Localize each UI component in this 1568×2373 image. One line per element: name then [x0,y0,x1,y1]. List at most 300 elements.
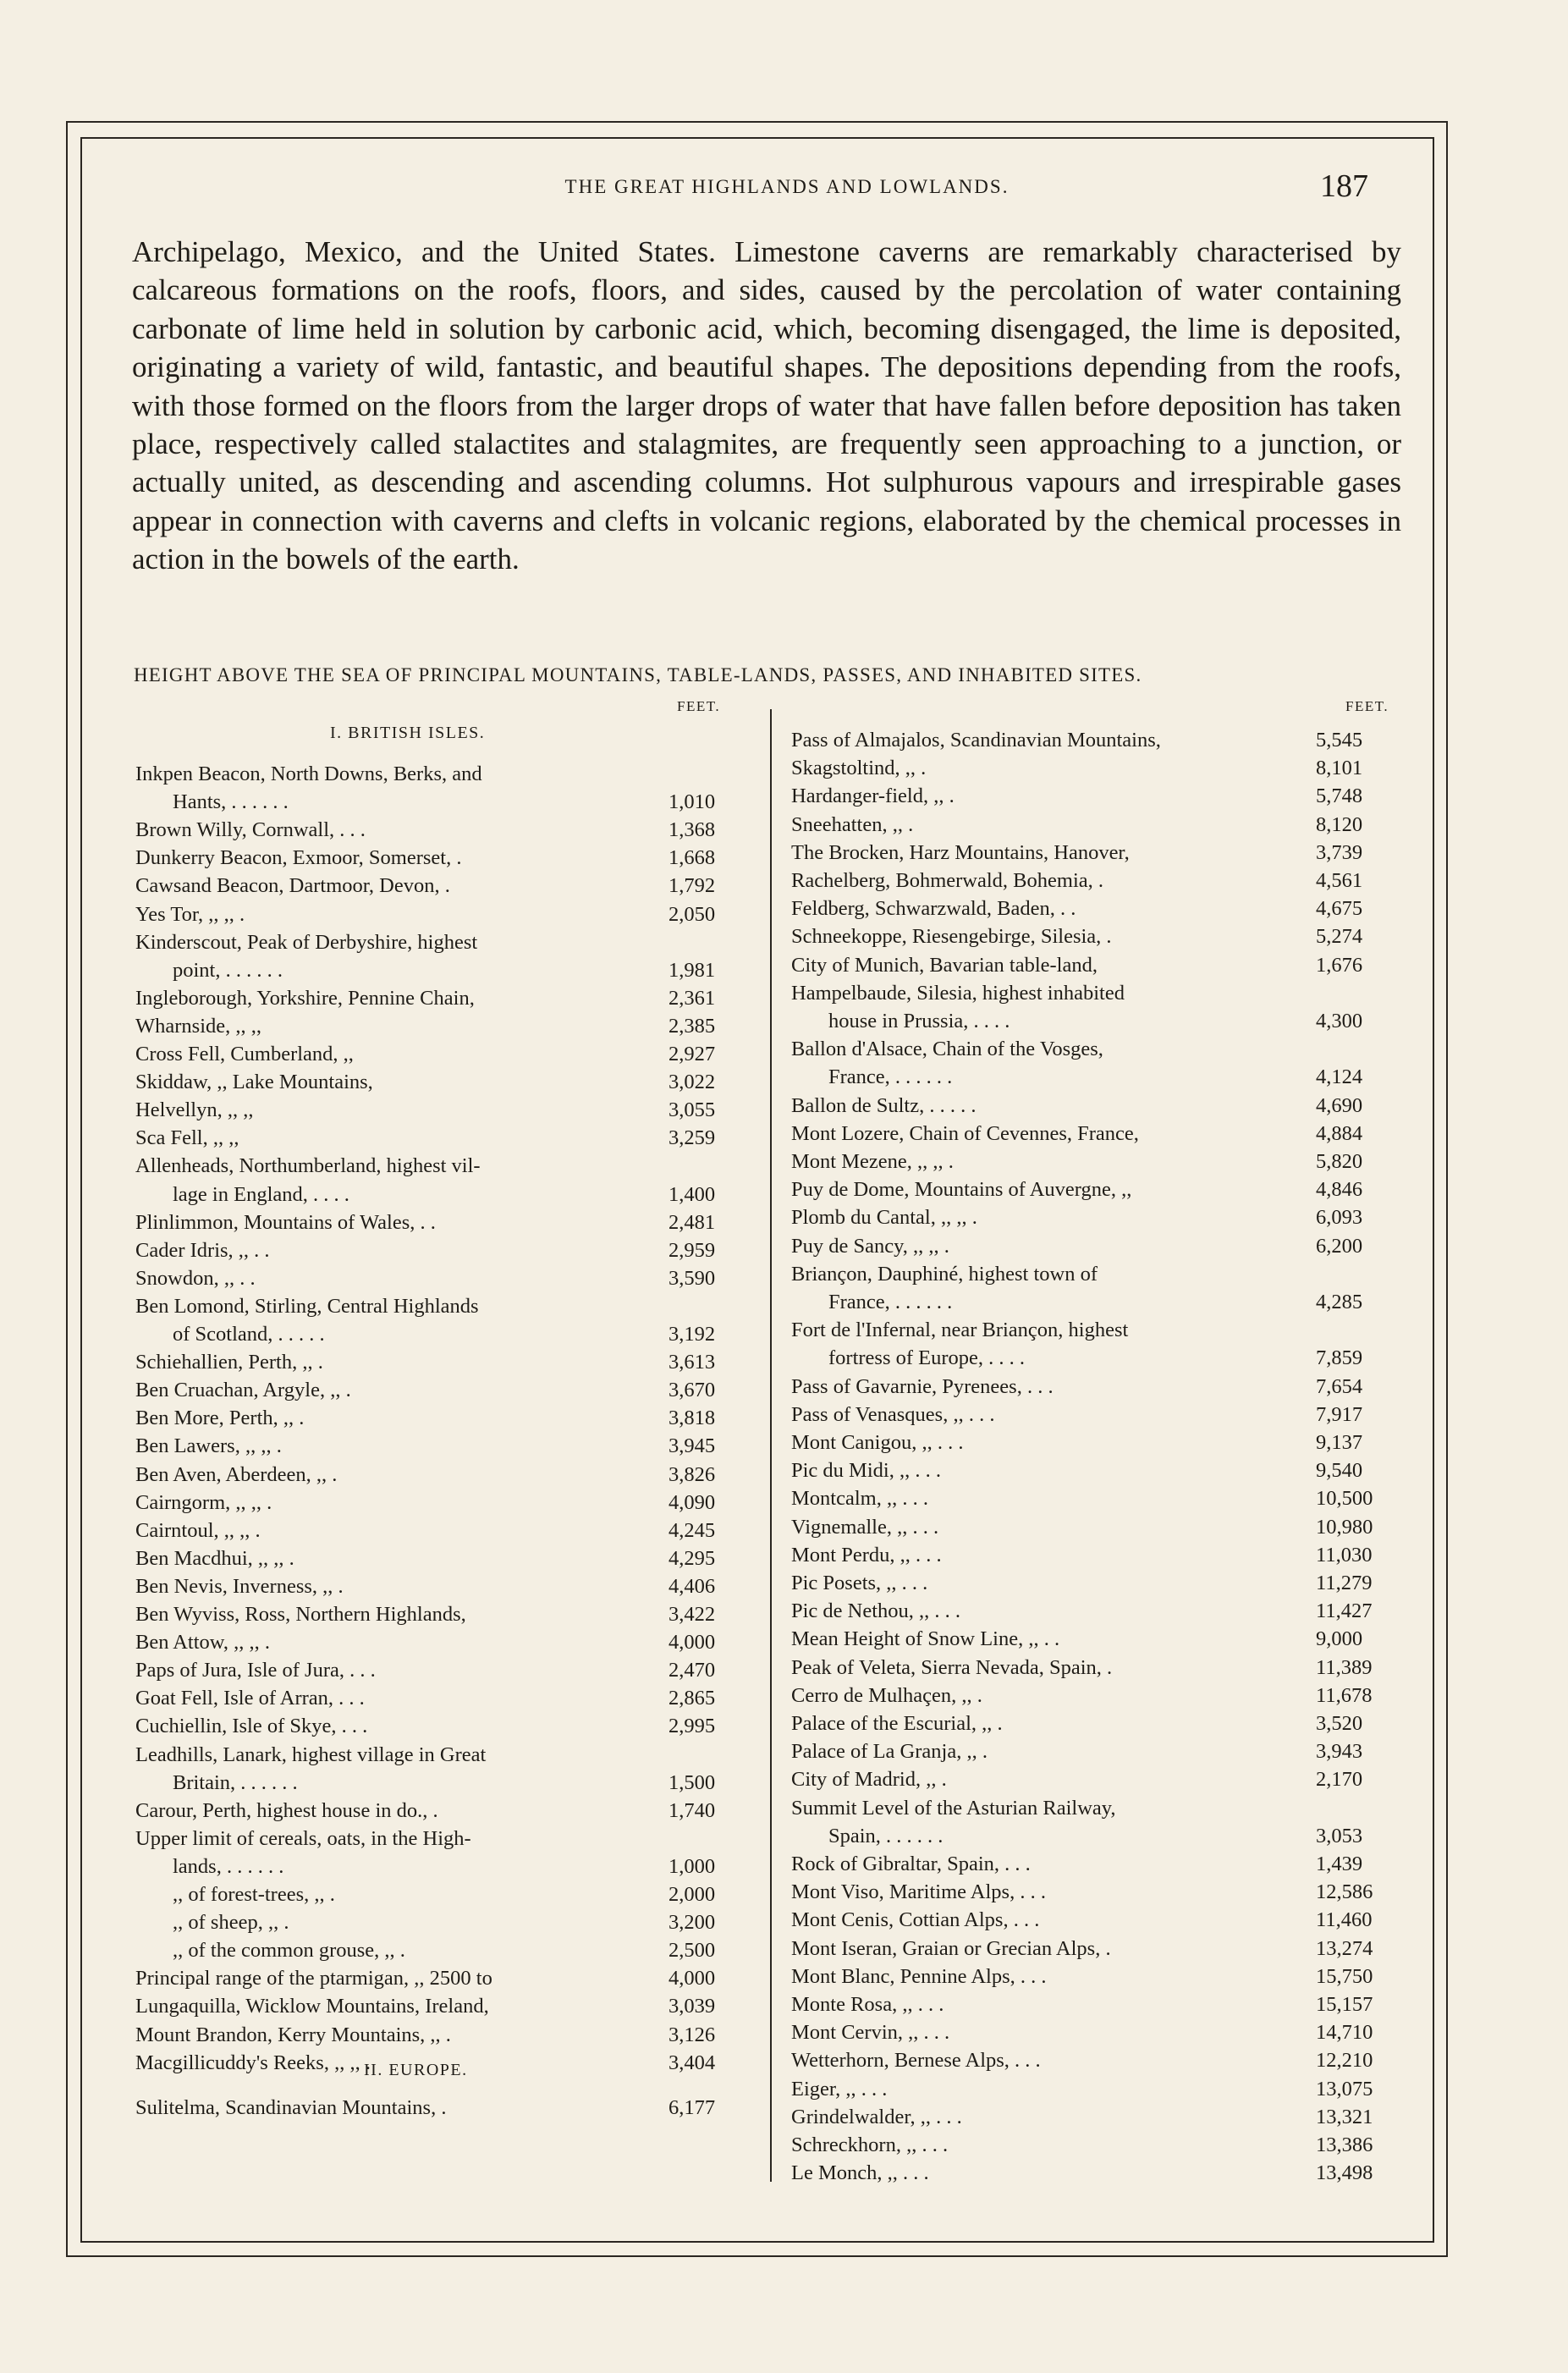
entry-name: house in Prussia, . . . . [828,1010,1010,1032]
entry-name: Dunkerry Beacon, Exmoor, Somerset, . [135,846,462,870]
table-row [135,1771,746,1795]
entry-name: Mount Brandon, Kerry Mountains, ,, . [135,2023,451,2046]
entry-name: Palace of La Granja, ,, . [791,1740,988,1764]
entry-name: Rachelberg, Bohmerwald, Bohemia, . [791,869,1103,892]
entry-value: 3,259 [668,1126,716,1150]
entry-value: 4,090 [668,1490,716,1514]
entry-value: 1,439 [1316,1853,1363,1875]
entry-name: Yes Tor, ,, ,, . [135,902,245,926]
table-row [135,1519,746,1543]
entry-name: Mont Blanc, Pennine Alps, . . . [791,1964,1047,1988]
entry-value: 4,884 [1316,1121,1363,1145]
table-row [135,1603,746,1627]
entry-name: Cader Idris, ,, . . [135,1238,270,1262]
table-row [135,1351,746,1374]
table-row [791,757,1402,780]
entry-name: Ben Macdhui, ,, ,, . [135,1546,294,1570]
table-row [791,1094,1402,1118]
entry-name: Helvellyn, ,, ,, [135,1098,254,1122]
entry-name: Feldberg, Schwarzwald, Baden, . . [791,897,1076,921]
entry-value: 13,386 [1316,2133,1373,2156]
outer-frame-left [66,121,68,2257]
entry-name: Ben Attow, ,, ,, . [135,1631,271,1654]
entry-value: 11,678 [1316,1683,1373,1707]
table-row [791,841,1402,865]
left-last-row [135,2096,746,2120]
table-row [135,1827,746,1851]
entry-name: Mont Viso, Maritime Alps, . . . [791,1880,1046,1904]
entry-value: 9,000 [1316,1627,1363,1651]
entry-value: 3,943 [1316,1740,1363,1764]
entry-value: 12,586 [1316,1880,1373,1904]
page-header-title: THE GREAT HIGHLANDS AND LOWLANDS. [564,176,1010,197]
entry-value: 4,295 [668,1546,716,1570]
table-row [135,846,746,870]
table-row [135,1323,746,1346]
entry-value: 2,385 [668,1014,716,1038]
entry-name: of Scotland, . . . . . [173,1323,325,1346]
left-section-europe: II. EUROPE. [364,2061,468,2079]
entry-value: 5,274 [1316,925,1363,949]
entry-value: 4,406 [668,1574,716,1598]
table-row [791,1965,1402,1989]
entry-name: Spain, . . . . . . [828,1824,944,1847]
entry-name: Hants, . . . . . . [173,790,289,814]
table-row [791,2078,1402,2101]
entry-name: Wetterhorn, Bernese Alps, . . . [791,2049,1041,2073]
entry-value: 3,945 [668,1434,716,1458]
table-row [135,959,746,983]
table-row [135,903,746,927]
right-column [791,698,1409,2188]
entry-name: Ben Aven, Aberdeen, ,, . [135,1462,338,1486]
table-row [791,1178,1402,1202]
table-row [135,763,746,786]
inner-frame-top [80,137,1434,139]
entry-name: Paps of Jura, Isle of Jura, . . . [135,1659,376,1682]
table-row [135,1799,746,1823]
table-row [791,1599,1402,1623]
table-row [791,1768,1402,1792]
entry-value: 14,710 [1316,2021,1373,2045]
column-divider [770,709,772,2182]
table-row [135,1911,746,1935]
table-row [791,1375,1402,1399]
entry-name: Mont Cenis, Cottian Alps, . . . [791,1908,1040,1932]
entry-name: ,, of forest-trees, ,, . [173,1883,335,1906]
entry-name: Cairngorm, ,, ,, . [135,1490,272,1514]
entry-value: 2,470 [668,1659,716,1682]
entry-value: 3,039 [668,1995,716,2018]
entry-name: Vignemalle, ,, . . . [791,1515,939,1539]
entry-name: The Brocken, Harz Mountains, Hanover, [791,840,1130,864]
table-row [791,729,1402,752]
entry-name: France, . . . . . . [828,1065,953,1089]
entry-name: Cawsand Beacon, Dartmoor, Devon, . [135,874,450,898]
table-row [135,1631,746,1654]
table-row [791,1937,1402,1961]
table-row [791,869,1402,893]
table-row [791,1403,1402,1427]
entry-value: 4,300 [1316,1010,1363,1032]
entry-name: Pic de Nethou, ,, . . . [791,1599,961,1623]
table-row [791,1627,1402,1651]
entry-name: Pass of Gavarnie, Pyrenees, . . . [791,1374,1054,1398]
table-row [791,1516,1402,1539]
entry-value: 3,053 [1316,1824,1363,1847]
entry-name: Sulitelma, Scandinavian Mountains, . [135,2096,447,2119]
page-number: 187 [1320,168,1368,204]
entry-value: 11,030 [1316,1543,1373,1566]
entry-name: Peak of Veleta, Sierra Nevada, Spain, . [791,1655,1113,1679]
entry-value: 5,545 [1316,729,1363,752]
table-row [135,1183,746,1207]
entry-value: 11,460 [1316,1908,1373,1932]
entry-name: Ben Wyviss, Ross, Northern Highlands, [135,1603,466,1626]
entry-name: Brown Willy, Cornwall, . . . [135,818,366,842]
entry-value: 5,820 [1316,1150,1363,1173]
entry-value: 4,690 [1316,1093,1363,1117]
entry-value: 6,177 [668,2096,716,2119]
table-row [791,1038,1402,1061]
entry-name: lands, . . . . . . [173,1854,284,1878]
table-row [791,954,1402,977]
entry-value: 2,361 [668,986,716,1010]
entry-name: Sca Fell, ,, ,, [135,1126,239,1150]
entry-name: Puy de Dome, Mountains of Auvergne, ,, [791,1178,1132,1202]
entry-name: Ballon d'Alsace, Chain of the Vosges, [791,1038,1103,1061]
entry-name: Ben More, Perth, ,, . [135,1407,305,1430]
table-row [135,1239,746,1263]
entry-value: 1,668 [668,846,716,870]
entry-name: Ben Lawers, ,, ,, . [135,1434,282,1458]
entry-name: Eiger, ,, . . . [791,2077,888,2100]
entry-value: 1,981 [668,958,716,982]
table-row [135,1855,746,1879]
table-row [791,2049,1402,2073]
entry-value: 2,481 [668,1210,716,1234]
entry-value: 12,210 [1316,2049,1373,2073]
left-feet-label: FEET. [677,698,721,714]
entry-name: Cairntoul, ,, ,, . [135,1518,261,1542]
table-row [135,1939,746,1963]
table-row [135,1995,746,2018]
entry-name: Mont Mezene, ,, ,, . [791,1150,954,1173]
entry-name: Pass of Venasques, ,, . . . [791,1402,995,1426]
table-row [791,813,1402,837]
entry-name: Hardanger-field, ,, . [791,785,955,808]
table-row [135,1715,746,1738]
table-row [135,1098,746,1122]
entry-name: Allenheads, Northumberland, highest vil- [135,1154,481,1178]
entry-name: Schiehallien, Perth, ,, . [135,1351,323,1374]
entry-name: Cross Fell, Cumberland, ,, [135,1043,354,1065]
table-row [791,897,1402,921]
entry-value: 11,279 [1316,1572,1373,1594]
entry-name: Summit Level of the Asturian Railway, [791,1796,1116,1820]
entry-value: 1,676 [1316,953,1363,977]
entry-value: 4,000 [668,1967,716,1990]
entry-value: 3,818 [668,1407,716,1430]
table-row [791,1010,1402,1033]
entry-name: Ingleborough, Yorkshire, Pennine Chain, [135,986,475,1010]
entry-name: Ballon de Sultz, . . . . . [791,1093,977,1117]
entry-value: 4,561 [1316,869,1363,892]
entry-value: 3,739 [1316,840,1363,864]
entry-value: 9,137 [1316,1431,1363,1454]
entry-value: 13,274 [1316,1936,1373,1960]
entry-name: Ben Cruachan, Argyle, ,, . [135,1379,351,1402]
table-row [791,1487,1402,1511]
entry-value: 1,000 [668,1854,716,1878]
entry-value: 6,093 [1316,1206,1363,1230]
entry-name: Cerro de Mulhaçen, ,, . [791,1683,982,1707]
entry-value: 1,500 [668,1770,716,1794]
entry-value: 10,980 [1316,1515,1373,1539]
entry-name: Skagstoltind, ,, . [791,757,927,780]
table-row [135,1043,746,1066]
entry-value: 7,654 [1316,1374,1363,1398]
entry-name: Mont Perdu, ,, . . . [791,1543,942,1566]
table-row [135,931,746,955]
table-row [135,1071,746,1094]
entry-name: Leadhills, Lanark, highest village in Great [135,1743,487,1766]
table-row [791,1235,1402,1258]
entry-value: 5,748 [1316,785,1363,808]
entry-name: Schreckhorn, ,, . . . [791,2133,949,2156]
entry-value: 3,055 [668,1098,716,1122]
table-row [135,1967,746,1990]
entry-value: 2,170 [1316,1768,1363,1792]
entry-value: 8,101 [1316,757,1363,780]
entry-value: 3,126 [668,2023,716,2046]
table-row [135,874,746,898]
entry-value: 4,000 [668,1631,716,1654]
table-row [791,2021,1402,2045]
entry-name: Rock of Gibraltar, Spain, . . . [791,1853,1031,1875]
entry-name: Britain, . . . . . . [173,1770,298,1794]
entry-name: Ben Lomond, Stirling, Central Highlands [135,1294,479,1318]
entry-name: Inkpen Beacon, North Downs, Berks, and [135,763,482,785]
entry-value: 3,200 [668,1911,716,1935]
table-row [791,1459,1402,1483]
table-row [791,1319,1402,1342]
entry-name: Macgillicuddy's Reeks, ,, ,, . [135,2051,371,2074]
table-row [791,1712,1402,1736]
table-row [135,1547,746,1571]
table-row [135,1211,746,1235]
entry-name: Pass of Almajalos, Scandinavian Mountains, [791,729,1161,752]
entry-name: City of Madrid, ,, . [791,1768,947,1792]
entry-name: ,, of the common grouse, ,, . [173,1939,405,1963]
left-section-british-isles: I. BRITISH ISLES. [330,724,486,742]
entry-name: lage in England, . . . . [173,1182,349,1206]
entry-value: 4,124 [1316,1065,1363,1089]
entry-value: 3,520 [1316,1712,1363,1735]
table-heading: HEIGHT ABOVE THE SEA OF PRINCIPAL MOUNTAINS, TABLE-LANDS, PASSES, AND INHABITED SITES. [134,664,1142,685]
entry-value: 4,285 [1316,1291,1363,1313]
body-paragraph: Archipelago, Mexico, and the United States. Limestone caverns are remarkably characterised by calcareous formations on the roofs, floors, and sides, caused by the percolation of water containing carbonate of lime held in solution by carbonic acid, which, becoming disengaged, the lime is deposited, originating a variety of wild, fantastic, and beautiful shapes. The depositions depending from the roofs, with those formed on the floors from the larger drops of water that have fallen before deposition has taken place, respectively called stalactites and stalagmites, are frequently seen approaching to a junction, or actually united, as descending and ascending columns. Hot sulphurous vapours and irrespirable gases appear in connection with caverns and clefts in volcanic regions, elaborated by the chemical processes in action in the bowels of the earth. [132,235,1401,576]
entry-value: 13,498 [1316,2161,1373,2185]
table-row [791,1880,1402,1904]
entry-value: 11,427 [1316,1599,1373,1623]
table-row [135,1659,746,1682]
entry-name: Upper limit of cereals, oats, in the High- [135,1826,471,1850]
entry-value: 4,245 [668,1518,716,1542]
entry-name: Principal range of the ptarmigan, ,, 2500 to [135,1967,492,1990]
table-row [791,785,1402,808]
table-row [791,1572,1402,1595]
entry-value: 4,675 [1316,897,1363,921]
outer-frame-bottom [66,2255,1448,2257]
entry-value: 11,389 [1316,1655,1373,1679]
entry-name: Kinderscout, Peak of Derbyshire, highest [135,930,478,954]
entry-name: Sneehatten, ,, . [791,812,914,836]
entry-value: 15,750 [1316,1964,1373,1988]
entry-value: 2,865 [668,1687,716,1710]
entry-value: 1,368 [668,818,716,842]
entry-name: Plomb du Cantal, ,, ,, . [791,1206,977,1230]
entry-name: Hampelbaude, Silesia, highest inhabited [791,981,1125,1005]
entry-value: 10,500 [1316,1487,1373,1511]
table-row [791,1346,1402,1370]
table-row [135,1379,746,1402]
table-row [791,1825,1402,1848]
table-row [135,1154,746,1178]
table-row [135,1463,746,1487]
table-row [135,790,746,814]
table-row [791,1291,1402,1314]
entry-name: fortress of Europe, . . . . [828,1346,1026,1370]
table-row [135,1883,746,1907]
entry-value: 7,917 [1316,1402,1363,1426]
entry-value: 2,959 [668,1238,716,1262]
table-row [791,1993,1402,2017]
entry-value: 13,321 [1316,2105,1373,2128]
table-row [791,1150,1402,1174]
entry-name: Lungaquilla, Wicklow Mountains, Ireland, [135,1995,489,2018]
table-row [791,925,1402,949]
entry-value: 3,422 [668,1603,716,1626]
entry-name: Wharnside, ,, ,, [135,1014,261,1038]
entry-value: 2,000 [668,1883,716,1906]
entry-name: Montcalm, ,, . . . [791,1487,928,1511]
entry-name: Mean Height of Snow Line, ,, . . [791,1627,1060,1651]
table-row [135,1015,746,1038]
entry-value: 13,075 [1316,2077,1373,2100]
entry-value: 3,022 [668,1071,716,1094]
entry-name: Palace of the Escurial, ,, . [791,1712,1003,1735]
table-row [135,1687,746,1710]
entry-value: 1,740 [668,1798,716,1822]
entry-name: City of Munich, Bavarian table-land, [791,953,1098,977]
table-row [791,982,1402,1005]
entry-name: Le Monch, ,, . . . [791,2161,929,2185]
entry-name: point, . . . . . . [173,958,283,982]
entry-name: Plinlimmon, Mountains of Wales, . . [135,1210,436,1234]
table-row [791,2161,1402,2185]
table-row [791,1684,1402,1708]
entry-name: Grindelwalder, ,, . . . [791,2105,962,2128]
table-row [791,1263,1402,1286]
table-row [791,1797,1402,1820]
entry-value: 2,927 [668,1043,716,1065]
entry-value: 6,200 [1316,1234,1363,1258]
entry-value: 3,590 [668,1266,716,1290]
entry-value: 9,540 [1316,1459,1363,1483]
entry-value: 3,826 [668,1462,716,1486]
right-feet-label: FEET. [1345,698,1389,714]
entry-name: Snowdon, ,, . . [135,1266,256,1290]
entry-value: 2,500 [668,1939,716,1963]
entry-name: Mont Cervin, ,, . . . [791,2021,950,2045]
entry-name: Goat Fell, Isle of Arran, . . . [135,1687,365,1710]
entry-value: 1,400 [668,1182,716,1206]
inner-frame-bottom [80,2241,1434,2243]
outer-frame-right [1446,121,1448,2257]
entry-name: Puy de Sancy, ,, ,, . [791,1234,949,1258]
entry-name: Mont Lozere, Chain of Cevennes, France, [791,1121,1139,1145]
table-row [791,2133,1402,2157]
entry-value: 1,792 [668,874,716,898]
table-row [135,987,746,1010]
table-row [791,1853,1402,1876]
left-column [135,698,753,2188]
entry-value: 3,404 [668,2051,716,2074]
entry-value: 2,050 [668,902,716,926]
entry-value: 2,995 [668,1715,716,1738]
table-row [135,818,746,842]
table-row [791,2106,1402,2129]
table-row [135,1491,746,1515]
table-row [791,1740,1402,1764]
entry-value: 7,859 [1316,1346,1363,1370]
table-row [135,1295,746,1319]
entry-name: Fort de l'Infernal, near Briançon, highest [791,1319,1129,1342]
entry-name: Pic du Midi, ,, . . . [791,1459,941,1483]
entry-name: Mont Iseran, Graian or Grecian Alps, . [791,1936,1111,1960]
inner-frame-left [80,137,82,2243]
table-row [791,1206,1402,1230]
table-row [791,1908,1402,1932]
entry-name: Pic Posets, ,, . . . [791,1572,928,1594]
entry-value: 8,120 [1316,812,1363,836]
entry-name: Ben Nevis, Inverness, ,, . [135,1574,344,1598]
table-row [791,1122,1402,1146]
table-row [791,1431,1402,1455]
entry-name: Schneekoppe, Riesengebirge, Silesia, . [791,925,1112,949]
entry-name: Briançon, Dauphiné, highest town of [791,1262,1098,1286]
entry-name: ,, of sheep, ,, . [173,1911,289,1935]
table-row [791,1544,1402,1567]
inner-frame-right [1433,137,1434,2243]
entry-value: 1,010 [668,790,716,814]
table-row [135,1575,746,1599]
entry-name: Mont Canigou, ,, . . . [791,1431,964,1454]
entry-value: 4,846 [1316,1178,1363,1202]
table-row [135,1267,746,1291]
table-row [135,1126,746,1150]
entry-name: Carour, Perth, highest house in do., . [135,1798,438,1822]
table-row [135,1743,746,1767]
entry-name: Skiddaw, ,, Lake Mountains, [135,1071,373,1094]
entry-value: 15,157 [1316,1993,1373,2016]
outer-frame-top [66,121,1448,123]
table-row [135,2023,746,2047]
entry-value: 3,613 [668,1351,716,1374]
table-row [135,1434,746,1458]
entry-name: Cuchiellin, Isle of Skye, . . . [135,1715,368,1738]
